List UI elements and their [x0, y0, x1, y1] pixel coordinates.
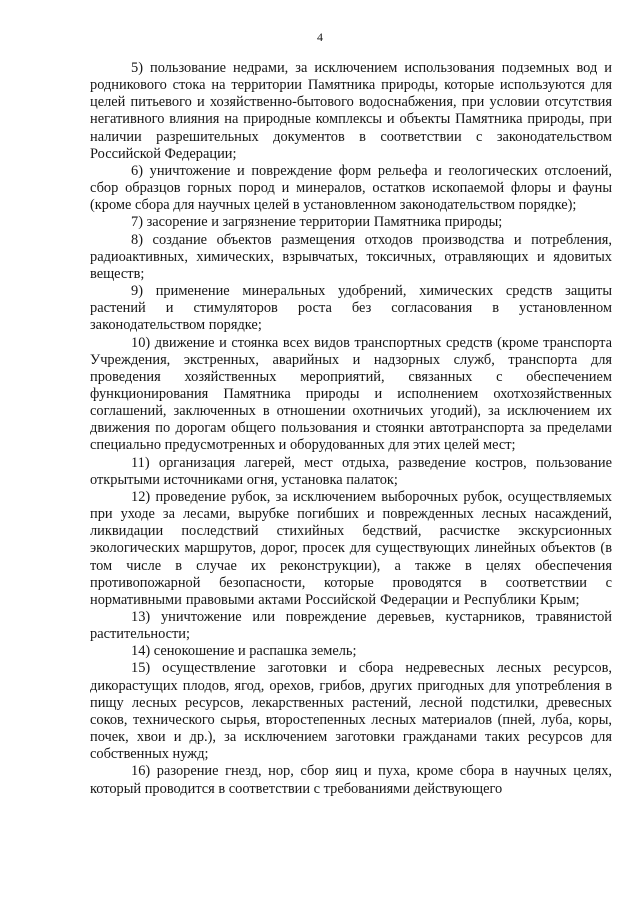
- paragraph-item-14: 14) сенокошение и распашка земель;: [131, 643, 357, 660]
- paragraph-item-10: 10) движение и стоянка всех видов транспортных средств (кроме транспорта Учреждения, экстренных, аварийных и надзорных служб, транспорта для проведения хозяйственных мероприятий, связанных с обеспечением функционирования Памятника природы и исполнением охотхозяйственных соглашений, заключенных в отношении охотничьих угодий), за исключением их движения по дорогам общего пользования и стоянки автотранспорта за пределами специально предусмотренных и оборудованных для этих целей мест;: [90, 334, 612, 454]
- page-number: 4: [317, 30, 323, 44]
- document-body: [90, 60, 612, 798]
- paragraph-item-6: 6) уничтожение и повреждение форм рельефа и геологических отслоений, сбор образцов горных пород и минералов, остатков ископаемой флоры и фауны (кроме сбора для научных целей в установленном законодательством порядке);: [90, 162, 612, 214]
- paragraph-item-13: 13) уничтожение или повреждение деревьев, кустарников, травянистой растительности;: [90, 609, 612, 643]
- paragraph-item-9: 9) применение минеральных удобрений, химических средств защиты растений и стимуляторов роста без согласования в установленном законодательством порядке;: [90, 283, 612, 334]
- paragraph-item-16: 16) разорение гнезд, нор, сбор яиц и пуха, кроме сбора в научных целях, который проводится в соответствии с требованиями действующего: [90, 763, 612, 797]
- paragraph-item-15: 15) осуществление заготовки и сбора недревесных лесных ресурсов, дикорастущих плодов, ягод, орехов, грибов, других пригодных для употребления в пищу лесных ресурсов, лекарственных растений, лесной подстилки, древесных соков, технического сырья, второстепенных лесных материалов (пней, луба, коры, почек, хвои и др.), за исключением заготовки гражданами таких ресурсов для собственных нужд;: [90, 660, 612, 763]
- paragraph-item-11: 11) организация лагерей, мест отдыха, разведение костров, пользование открытыми источниками огня, установка палаток;: [90, 454, 612, 488]
- paragraph-item-12: 12) проведение рубок, за исключением выборочных рубок, осуществляемых при уходе за лесами, вырубке погибших и поврежденных лесных насаждений, ликвидации последствий стихийных бедствий, расчистке экскурсионных экологических маршрутов, дорог, просек для существующих линейных объектов (в том числе в случае их реконструкции), а также в целях обеспечения противопожарной безопасности, которые проводятся в соответствии с нормативными правовыми актами Российской Федерации и Республики Крым;: [90, 488, 612, 608]
- paragraph-item-8: 8) создание объектов размещения отходов производства и потребления, радиоактивных, химических, взрывчатых, токсичных, отравляющих и ядовитых веществ;: [90, 231, 612, 282]
- paragraph-item-7: 7) засорение и загрязнение территории Памятника природы;: [131, 214, 503, 231]
- paragraph-item-5: 5) пользование недрами, за исключением использования подземных вод и родникового стока на территории Памятника природы, которые используются для целей питьевого и хозяйственно-бытового водоснабжения, при условии отсутствия негативного влияния на природные комплексы и объекты Памятника природы, при наличии разрешительных документов в соответствии с законодательством Российской Федерации;: [90, 60, 612, 162]
